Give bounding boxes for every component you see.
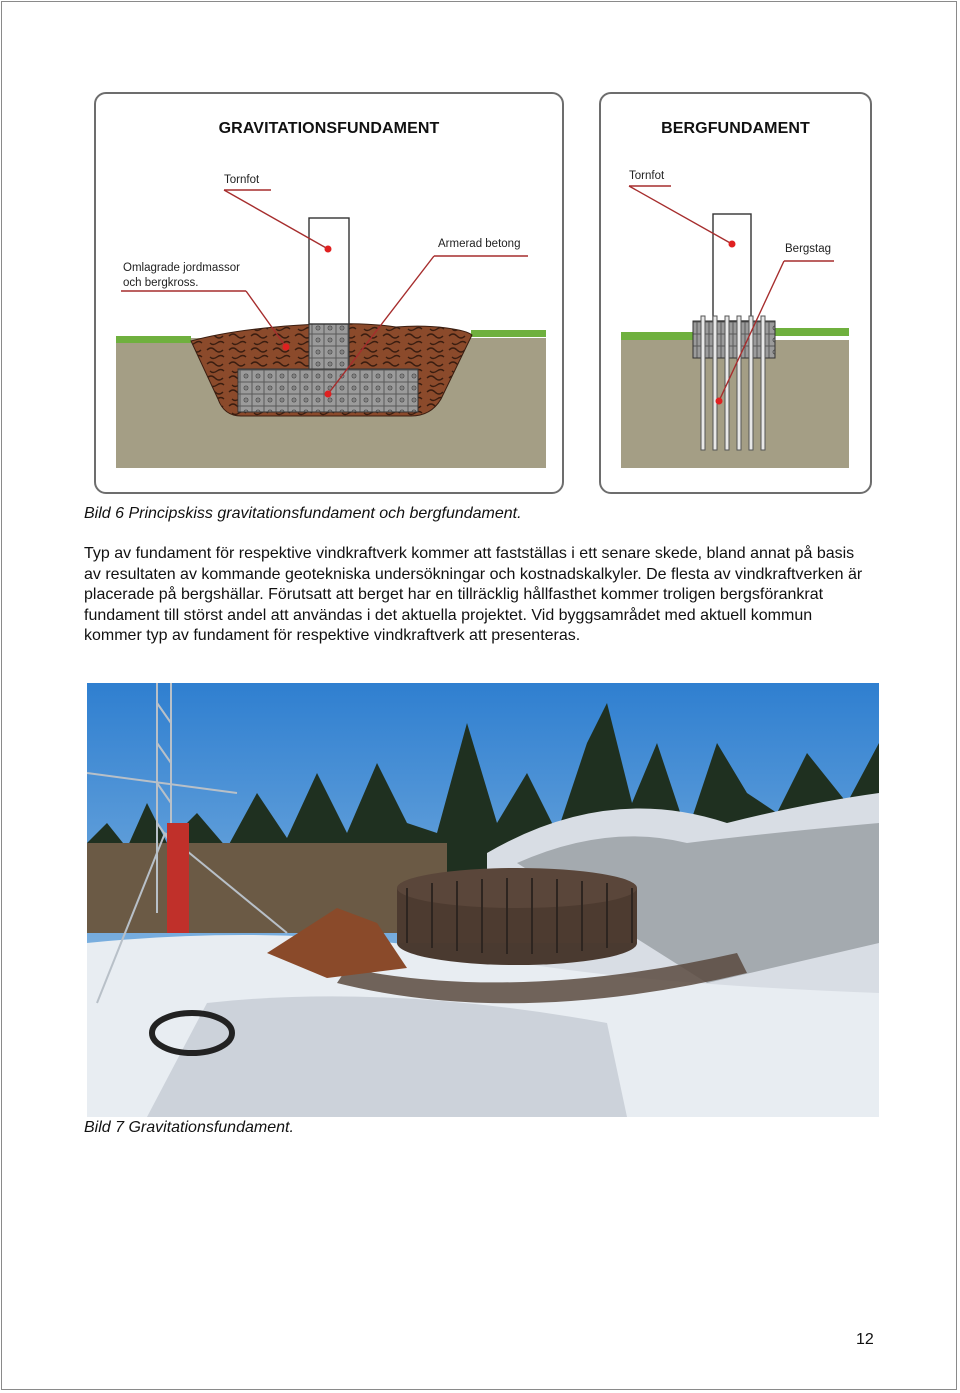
rock-foundation-diagram: [599, 92, 872, 494]
gravity-foundation-diagram: [94, 92, 564, 494]
concrete-pedestal: [309, 324, 349, 369]
marker-tornfot: [729, 241, 736, 248]
body-paragraph: Typ av fundament för respektive vindkraftverk kommer att fastställas i ett senare skede, bland annat på basis av resultaten av kommande geotekniska undersökningar och kostnadskalkyler. De flesta av vindkraftverken är placerade på bergshällar. Förutsatt att berget har en tillräcklig hållfasthet kommer troligen bergsförankrat fundament till störst andel att användas i det aktuella projektet. Vid byggsamrådet med aktuell kommun kommer typ av fundament för respektive vindkraftverk att presenteras.: [84, 545, 863, 644]
figure-7-caption: Bild 7 Gravitationsfundament.: [84, 1119, 294, 1136]
label-tornfot: Tornfot: [629, 170, 665, 182]
gravity-foundation-title: GRAVITATIONSFUNDAMENT: [218, 120, 440, 137]
tower-base: [713, 214, 751, 321]
page-number: 12: [856, 1331, 874, 1348]
grass-left: [621, 332, 696, 340]
label-omlagrade-line1: Omlagrade jordmassor: [123, 262, 240, 274]
construction-site-illustration: [87, 683, 879, 1117]
rock-foundation-title: BERGFUNDAMENT: [661, 120, 810, 137]
marker-tornfot: [325, 246, 332, 253]
label-tornfot: Tornfot: [224, 174, 260, 186]
copyright-watermark: © Vindvision Norr AB: [698, 470, 848, 487]
gravity-foundation-drawing: [96, 94, 564, 494]
grass-left: [116, 336, 191, 343]
construction-site-photo: [87, 683, 879, 1117]
label-armerad-betong: Armerad betong: [438, 238, 521, 250]
tower-base: [309, 218, 349, 324]
red-machine: [167, 823, 189, 933]
grass-right: [471, 330, 546, 337]
label-bergstag: Bergstag: [785, 243, 832, 255]
figure-6-caption: Bild 6 Principskiss gravitationsfundament och bergfundament.: [84, 505, 522, 522]
marker-bergstag: [716, 398, 723, 405]
rock-foundation-drawing: [601, 94, 872, 494]
marker-concrete: [325, 391, 332, 398]
bedrock-layer: [621, 340, 849, 468]
label-omlagrade-line2: och bergkross.: [123, 277, 199, 289]
marker-soil: [283, 344, 290, 351]
grass-right: [774, 328, 849, 336]
